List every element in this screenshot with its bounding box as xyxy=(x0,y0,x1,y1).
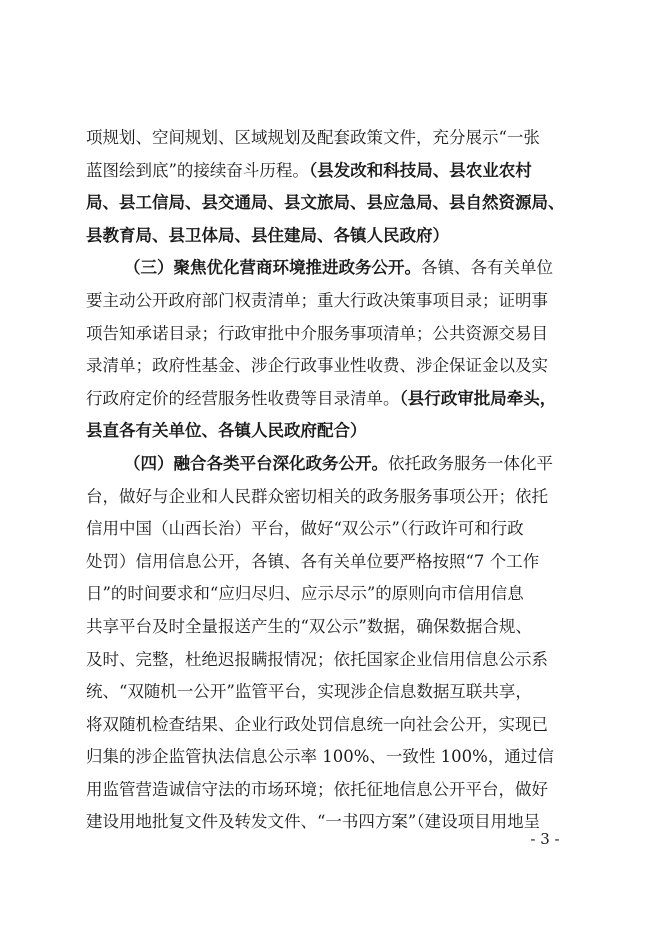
text-run: 日”的时间要求和“应归尽归、应示尽示”的原则向市信用信息 xyxy=(86,584,524,604)
body-text xyxy=(86,122,578,839)
text-line xyxy=(86,611,578,644)
text-line xyxy=(86,578,578,611)
text-line xyxy=(86,774,578,807)
text-run: 将双随机检查结果、企业行政处罚信息统一向社会公开，实现已 xyxy=(86,714,548,734)
text-run: 信用中国（山西长治）平台，做好“双公示”（行政许可和行政 xyxy=(86,519,524,539)
bold-text-run: 县直各有关单位、各镇人民政府配合） xyxy=(86,421,367,441)
text-line xyxy=(86,481,578,514)
text-line xyxy=(86,285,578,318)
bold-text-run: 县教育局、县卫体局、县住建局、各镇人民政府） xyxy=(86,225,449,245)
text-run: 共享平台及时全量报送产生的“双公示”数据，确保数据合规、 xyxy=(86,616,532,636)
text-run: 归集的涉企监管执法信息公示率 100%、一致性 100%，通过信 xyxy=(86,747,554,767)
text-run: 用监管营造诚信守法的市场环境；依托征地信息公开平台，做好 xyxy=(86,779,548,799)
text-line xyxy=(86,350,578,383)
text-line xyxy=(86,448,578,481)
bold-text-run: （县发改和科技局、县农业农村 xyxy=(308,160,532,180)
text-line xyxy=(86,155,578,188)
page-number: - 3 - xyxy=(530,830,560,848)
text-run: 台，做好与企业和人民群众密切相关的政务服务事项公开；依托 xyxy=(86,486,548,506)
text-line xyxy=(86,318,578,351)
text-line xyxy=(86,220,578,253)
text-run: 录清单；政府性基金、涉企行政事业性收费、涉企保证金以及实 xyxy=(86,356,548,376)
text-run: 行政府定价的经营服务性收费等目录清单。 xyxy=(86,388,400,408)
text-run: 项规划、空间规划、区域规划及配套政策文件，充分展示“一张 xyxy=(86,128,540,147)
bold-text-run: （县行政审批局牵头， xyxy=(399,388,557,408)
text-run: 项告知承诺目录；行政审批中介服务事项清单；公共资源交易目 xyxy=(86,323,548,343)
text-line xyxy=(86,676,578,709)
text-line xyxy=(86,546,578,579)
text-run: 处罚）信用信息公开，各镇、各有关单位要严格按照“7 个工作 xyxy=(86,551,540,571)
text-line xyxy=(86,644,578,677)
text-run: 要主动公开政府部门权责清单；重大行政决策事项目录；证明事 xyxy=(86,290,548,310)
text-line xyxy=(86,187,578,220)
text-line xyxy=(86,383,578,416)
text-run: 建设用地批复文件及转发文件、“一书四方案”（建设项目用地呈 xyxy=(86,812,541,832)
text-line xyxy=(86,741,578,774)
text-line xyxy=(86,122,578,155)
text-line xyxy=(86,806,578,839)
text-line xyxy=(86,513,578,546)
text-run: 各镇、各有关单位 xyxy=(421,258,553,278)
bold-text-run: （四）融合各类平台深化政务公开。 xyxy=(124,453,388,473)
bold-text-run: （三）聚焦优化营商环境推进政务公开。 xyxy=(124,258,421,278)
text-run: 依托政务服务一体化平 xyxy=(388,453,553,473)
text-run: 统、“双随机一公开”监管平台，实现涉企信息数据互联共享， xyxy=(86,682,532,702)
text-line xyxy=(86,252,578,285)
text-run: 及时、完整，杜绝迟报瞒报情况；依托国家企业信用信息公示系 xyxy=(86,649,548,669)
text-line xyxy=(86,415,578,448)
bold-text-run: 局、县工信局、县交通局、县文旅局、县应急局、县自然资源局、 xyxy=(86,193,565,213)
text-line xyxy=(86,709,578,742)
text-run: 蓝图绘到底”的接续奋斗历程。 xyxy=(86,160,309,180)
